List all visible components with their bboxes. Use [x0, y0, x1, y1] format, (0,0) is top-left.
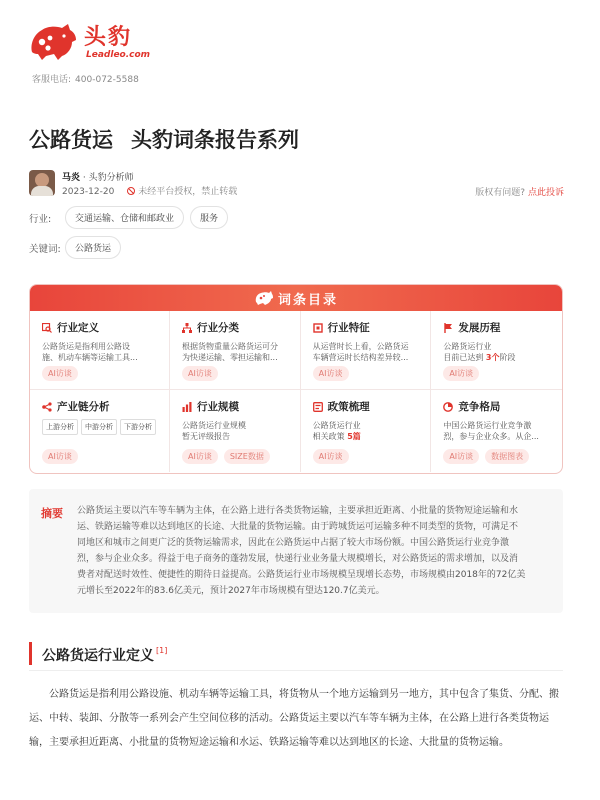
catalog-desc-line — [443, 352, 552, 363]
feature-icon — [313, 323, 323, 333]
brand-domain: Leadleo.com — [86, 50, 151, 60]
section-body: 公路货运是指利用公路设施、机动车辆等运输工具，将货物从一个地方运输到另一地方，其中包含了集货、分配、搬运、中转、装卸、分散等一系列会产生空间位移的活动。公路货运主要以汽车等车辆为主体，在公路上进行各类货物运输，主要承担近距离、小批量的货物短途运输和水运、铁路运输等难以达到地区的长途、大批量的货物运输。 — [29, 689, 559, 748]
catalog-item-label: 政策梳理 — [327, 401, 370, 413]
catalog-item-title — [443, 320, 552, 335]
industry-tag[interactable]: 服务 — [190, 206, 228, 229]
service-phone — [32, 72, 139, 85]
catalog-item-title — [313, 320, 421, 335]
stage-count: 3个 — [485, 353, 500, 362]
catalog-item-history[interactable] — [431, 311, 562, 390]
desc-text: 目前已达到 — [443, 353, 486, 362]
size-data-pill[interactable]: SIZE数据 — [224, 449, 270, 464]
catalog-desc-line: 公路货运行业 — [443, 342, 492, 351]
date-row — [62, 184, 237, 197]
pill-row — [443, 366, 485, 381]
catalog-item-definition[interactable] — [30, 311, 170, 390]
catalog-item-label: 行业规模 — [197, 401, 239, 413]
keyword-row — [29, 236, 127, 259]
catalog-item-desc — [182, 420, 290, 442]
page-title-series: 头豹词条报告系列 — [131, 128, 299, 152]
definition-icon — [42, 323, 52, 333]
pill-row — [42, 366, 84, 381]
catalog-item-label: 发展历程 — [458, 322, 501, 334]
page-title-main: 公路货运 — [29, 128, 113, 152]
pill-row — [182, 366, 224, 381]
pill-row — [182, 449, 276, 464]
policy-count: 5篇 — [347, 432, 361, 441]
abstract-line: 烈，参与企业众多。得益于电子商务的蓬勃发展，快递行业业务量大规模增长，对公路货运的需求增加，以及消 — [77, 554, 519, 564]
desc-text: 阶段 — [499, 353, 516, 362]
catalog-header — [30, 285, 562, 311]
abstract-line: 费者对配送时效性、便捷性的期待日益提高。公路货运行业市场规模呈现增长态势，市场规模由2018年的72亿美 — [77, 570, 526, 580]
catalog-item-desc — [313, 420, 421, 442]
catalog-item-title — [42, 320, 159, 335]
ai-interview-pill[interactable]: AI访谈 — [42, 366, 78, 381]
catalog-desc-line: 施、机动车辆等运输工具... — [42, 353, 138, 362]
catalog-title: 词条目录 — [277, 292, 338, 308]
service-phone-number: 400-072-5588 — [75, 75, 139, 85]
catalog-item-chain[interactable] — [30, 390, 170, 472]
pill-row — [443, 449, 535, 464]
abstract-label: 摘要 — [41, 507, 63, 520]
ai-interview-pill[interactable]: AI访谈 — [443, 366, 479, 381]
catalog-panel — [29, 284, 563, 474]
industry-label: 行业: — [29, 213, 52, 225]
chain-icon — [42, 402, 52, 412]
catalog-item-desc — [182, 341, 290, 363]
policy-icon — [313, 402, 323, 412]
downstream-tag[interactable]: 下游分析 — [120, 419, 156, 435]
leopard-white-icon — [254, 290, 274, 306]
copyright-question: 版权有问题? — [475, 188, 525, 198]
reference-link[interactable]: [1] — [156, 646, 168, 655]
ai-interview-pill[interactable]: AI访谈 — [182, 366, 218, 381]
catalog-item-label: 行业分类 — [197, 322, 239, 334]
service-phone-label: 客服电话: — [32, 75, 72, 85]
catalog-item-policy[interactable] — [301, 390, 432, 472]
catalog-desc-line — [313, 431, 421, 442]
catalog-desc-line: 烈，参与企业众多。从企... — [443, 432, 539, 441]
catalog-desc-line: 为快递运输、零担运输和... — [182, 353, 278, 362]
keyword-tag[interactable]: 公路货运 — [65, 236, 121, 259]
catalog-desc-line: 公路货运是指利用公路设 — [42, 342, 130, 351]
catalog-item-title — [313, 399, 421, 414]
catalog-item-title — [182, 320, 290, 335]
catalog-item-label: 产业链分析 — [57, 401, 110, 413]
brand-name: 头豹 — [84, 25, 133, 50]
catalog-item-title — [42, 399, 159, 414]
keyword-label: 关键词: — [29, 243, 61, 255]
catalog-item-desc — [443, 420, 552, 442]
license-notice — [127, 187, 237, 197]
catalog-desc-line: 暂无评级报告 — [182, 432, 230, 441]
catalog-desc-line: 根据货物重量公路货运可分 — [182, 342, 278, 351]
catalog-item-desc — [42, 341, 159, 363]
bar-chart-icon — [182, 402, 192, 412]
catalog-item-feature[interactable] — [301, 311, 432, 390]
catalog-item-category[interactable] — [170, 311, 301, 390]
ai-interview-pill[interactable]: AI访谈 — [42, 449, 78, 464]
catalog-item-label: 行业特征 — [327, 322, 370, 334]
data-chart-pill[interactable]: 数据图表 — [485, 449, 529, 464]
catalog-grid — [30, 311, 562, 472]
abstract-line: 元增长至2022年的83.6亿美元，预计2027年市场规模有望达120.7亿美元。 — [77, 586, 385, 596]
copyright-notice — [475, 185, 564, 198]
catalog-item-competition[interactable] — [431, 390, 562, 472]
ai-interview-pill[interactable]: AI访谈 — [182, 449, 218, 464]
category-icon — [182, 323, 192, 333]
abstract-line: 同地区和城市之间更广泛的货物运输需求，因此在公路货运中占据了较大市场份额。中国公路货运行业竞争激 — [77, 538, 510, 548]
industry-row — [29, 206, 234, 229]
author-role: · 头豹分析师 — [82, 173, 134, 183]
leopard-logo-icon — [28, 22, 78, 62]
pill-row — [42, 449, 84, 464]
catalog-item-desc — [443, 341, 552, 363]
history-icon — [443, 323, 453, 333]
pill-row — [313, 449, 355, 464]
page-title — [29, 124, 299, 154]
section-divider — [29, 670, 563, 671]
ai-interview-pill[interactable]: AI访谈 — [443, 449, 479, 464]
catalog-item-label: 竞争格局 — [458, 401, 501, 413]
catalog-desc-line: 从运营时长上看，公路货运 — [312, 342, 409, 351]
leadleo-logo[interactable] — [28, 16, 178, 68]
publish-date: 2023-12-20 — [62, 187, 115, 197]
catalog-desc-line: 车辆营运时长结构差异较... — [312, 353, 409, 362]
industry-tag[interactable]: 交通运输、仓储和邮政业 — [65, 206, 184, 229]
midstream-tag[interactable]: 中游分析 — [81, 419, 117, 435]
abstract-line: 运、铁路运输等难以达到地区的长途、大批量的货物运输。由于跨城货运可运输多种不同类型的货物，可满足不 — [77, 522, 519, 532]
author-avatar — [29, 170, 55, 196]
catalog-item-title — [443, 399, 552, 414]
pill-row — [313, 366, 355, 381]
catalog-item-desc — [313, 341, 421, 363]
abstract-text — [77, 503, 555, 599]
abstract-box — [29, 489, 563, 613]
ai-interview-pill[interactable]: AI访谈 — [313, 449, 349, 464]
catalog-item-label: 行业定义 — [57, 322, 99, 334]
catalog-desc-line: 公路货运行业 — [312, 421, 361, 430]
abstract-line: 公路货运主要以汽车等车辆为主体，在公路上进行各类货物运输，主要承担近距离、小批量的货物短途运输和水 — [77, 506, 519, 516]
pie-chart-icon — [443, 402, 453, 412]
section-title: 公路货运行业定义 — [42, 648, 154, 664]
upstream-tag[interactable]: 上游分析 — [42, 419, 78, 435]
ban-icon — [127, 187, 135, 195]
license-text: 未经平台授权，禁止转载 — [138, 187, 238, 197]
desc-text: 相关政策 — [312, 432, 348, 441]
catalog-desc-line: 中国公路货运行业竞争激 — [443, 421, 532, 430]
catalog-item-scale[interactable] — [170, 390, 301, 472]
catalog-item-title — [182, 399, 290, 414]
catalog-desc-line: 公路货运行业规模 — [182, 421, 246, 430]
report-link[interactable]: 点此投诉 — [527, 188, 564, 198]
author-name: 马炎 — [62, 173, 81, 183]
section-heading — [29, 642, 167, 665]
chain-tags — [42, 419, 159, 435]
author-line — [62, 170, 134, 183]
ai-interview-pill[interactable]: AI访谈 — [313, 366, 349, 381]
